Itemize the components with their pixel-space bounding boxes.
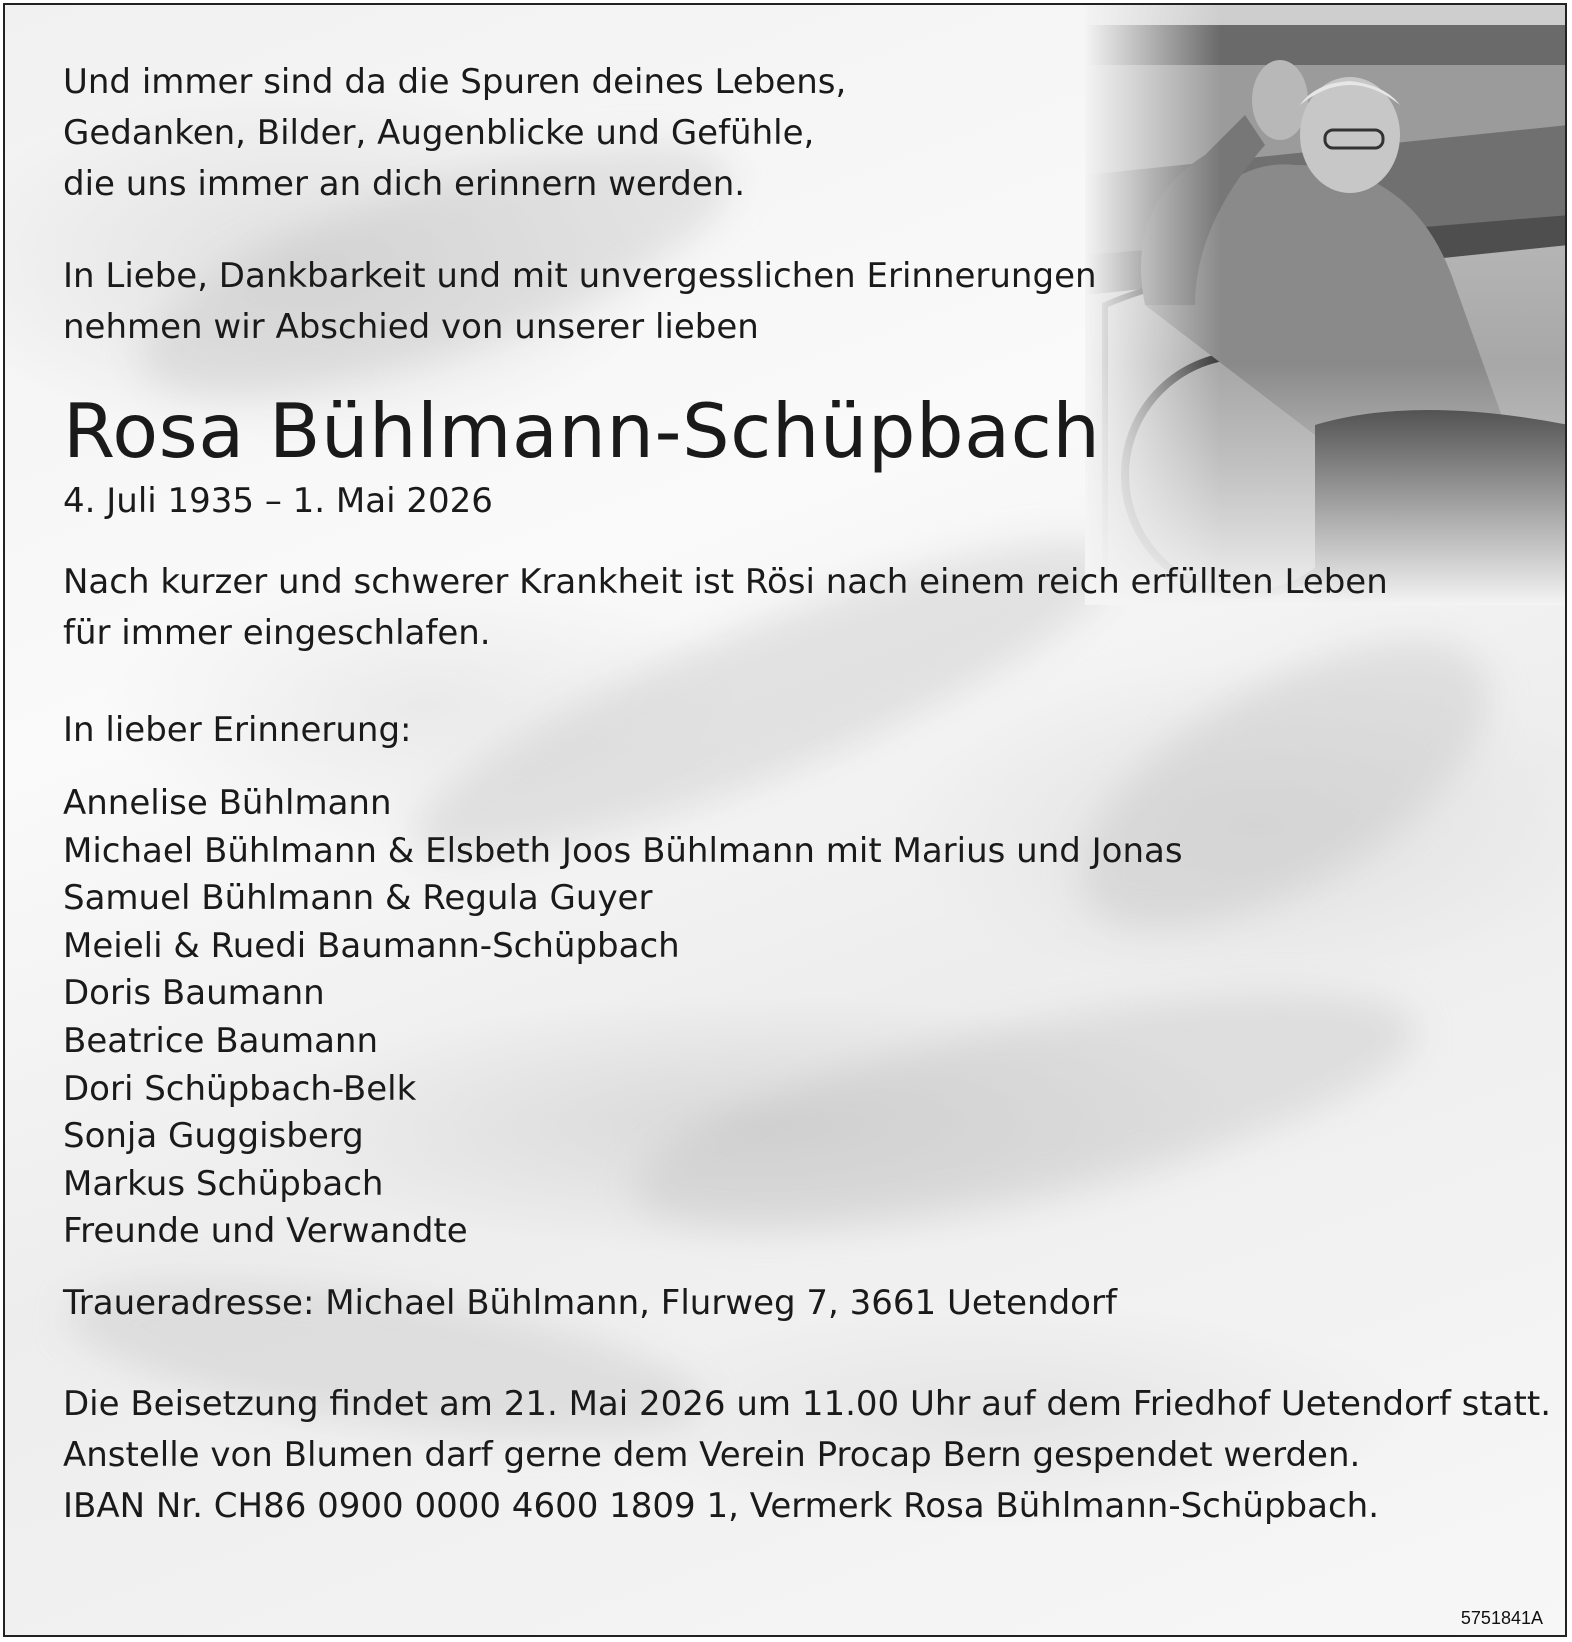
mourner-item: Samuel Bühlmann & Regula Guyer bbox=[63, 878, 653, 919]
mourner-item: Markus Schüpbach bbox=[63, 1163, 384, 1204]
portrait-photo bbox=[1085, 5, 1567, 605]
mourner-item: Meieli & Ruedi Baumann-Schüpbach bbox=[63, 925, 680, 966]
illness-line: für immer eingeschlafen. bbox=[63, 613, 491, 653]
reference-number: 5751841A bbox=[1460, 1608, 1543, 1628]
mourning-address: Traueradresse: Michael Bühlmann, Flurweg 7, 3661 Uetendorf bbox=[63, 1283, 1117, 1323]
funeral-info bbox=[63, 1379, 1551, 1532]
poem-line: die uns immer an dich erinnern werden. bbox=[63, 164, 746, 204]
mourner-item: Beatrice Baumann bbox=[63, 1020, 379, 1061]
deceased-name: Rosa Bühlmann-Schüpbach bbox=[63, 387, 1101, 475]
poem-line: Gedanken, Bilder, Augenblicke und Gefühle, bbox=[63, 113, 815, 153]
memory-heading: In lieber Erinnerung: bbox=[63, 710, 412, 750]
life-dates: 4. Juli 1935 – 1. Mai 2026 bbox=[63, 481, 493, 521]
farewell-text bbox=[63, 251, 1097, 353]
mourner-item: Doris Baumann bbox=[63, 973, 325, 1014]
funeral-line: IBAN Nr. CH86 0900 0000 4600 1809 1, Vermerk Rosa Bühlmann-Schüpbach. bbox=[63, 1486, 1380, 1526]
farewell-line: In Liebe, Dankbarkeit und mit unvergesslichen Erinnerungen bbox=[63, 256, 1097, 296]
obituary-notice bbox=[3, 3, 1567, 1637]
illness-line: Nach kurzer und schwerer Krankheit ist Rösi nach einem reich erfüllten Leben bbox=[63, 562, 1388, 602]
mourners-list bbox=[63, 780, 1183, 1256]
farewell-line: nehmen wir Abschied von unserer lieben bbox=[63, 307, 759, 347]
illness-text bbox=[63, 557, 1388, 659]
funeral-line: Die Beisetzung findet am 21. Mai 2026 um 11.00 Uhr auf dem Friedhof Uetendorf statt. bbox=[63, 1384, 1551, 1424]
mourner-item: Sonja Guggisberg bbox=[63, 1116, 364, 1157]
mourner-item: Dori Schüpbach-Belk bbox=[63, 1068, 417, 1109]
mourner-item: Annelise Bühlmann bbox=[63, 783, 392, 823]
poem-line: Und immer sind da die Spuren deines Lebens, bbox=[63, 62, 847, 102]
poem bbox=[63, 57, 846, 210]
funeral-line: Anstelle von Blumen darf gerne dem Verein Procap Bern gespendet werden. bbox=[63, 1435, 1361, 1475]
mourner-item: Freunde und Verwandte bbox=[63, 1211, 468, 1252]
mourner-item: Michael Bühlmann & Elsbeth Joos Bühlmann mit Marius und Jonas bbox=[63, 830, 1183, 871]
